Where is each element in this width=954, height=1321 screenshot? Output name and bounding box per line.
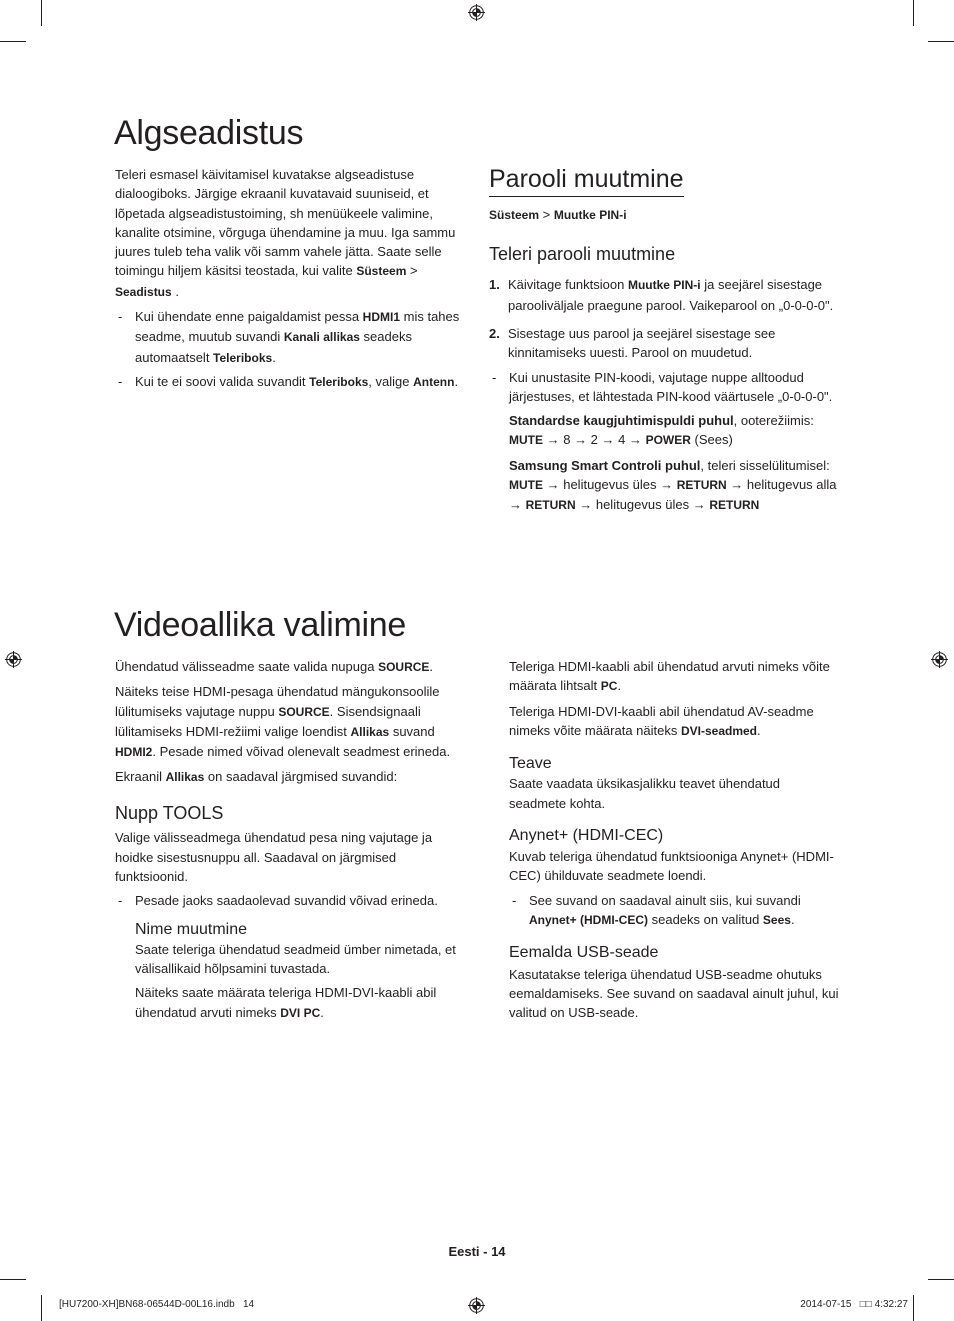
tools-paragraph: Valige välisseadmega ühendatud pesa ning vajutage ja hoidke sisestusnuppu all. Saadaval on järgmised funktsioonid.	[115, 830, 433, 884]
crop-mark	[928, 1279, 954, 1280]
nime-muutmine-heading: Nime muutmine	[135, 920, 248, 938]
parool-title: Parooli muutmine	[489, 166, 839, 197]
hdmi-example-paragraph: Näiteks teise HDMI-pesaga ühendatud mängukonsoolile lülitumiseks vajutage nuppu SOURCE. Sisendsignaali lülitamiseks HDMI-režiimi valige loendist Allikas suvand HDMI2. Pesade nimed võivad olenevalt seadmest erineda.	[115, 684, 451, 760]
note-teleriboks: - Kui te ei soovi valida suvandit Teleriboks, valige Antenn.	[115, 372, 460, 392]
smart-control-label: Samsung Smart Controli puhul, teleri sisselülitumisel: MUTE → helitugevus üles → RETURN → helitugevus alla → RETURN → helitugevus üles → RETURN	[509, 457, 837, 513]
step-2: 2. Sisestage uus parool ja seejärel sisestage see kinnitamiseks uuesti. Parool on muudetud.	[489, 325, 776, 361]
anynet-note: - See suvand on saadaval ainult siis, kui suvandi Anynet+ (HDMI-CEC) seadeks on valitud Sees.	[509, 891, 839, 931]
anynet-heading: Anynet+ (HDMI-CEC)	[509, 826, 664, 844]
nime-example-paragraph: Näiteks saate määrata teleriga HDMI-DVI-kaabli abil ühendatud arvuti nimeks DVI PC.	[135, 985, 437, 1020]
standard-remote-label: Standardse kaugjuhtimispuldi puhul, ooterežiimis: MUTE → 8 → 2 → 4 → POWER (Sees)	[509, 413, 814, 448]
pin-note: - Kui unustasite PIN-koodi, vajutage nuppe alltoodud järjestuses, et lähtestada PIN-kood väärtusele „0-0-0-0".	[489, 368, 839, 407]
source-paragraph: Ühendatud välisseadme saate valida nupuga SOURCE.	[115, 659, 434, 674]
usb-paragraph: Kasutatakse teleriga ühendatud USB-seadme ohutuks eemaldamiseks. See suvand on saadaval ainult juhul, kui valitud on USB-seade.	[509, 966, 839, 1021]
crop-mark	[928, 41, 954, 42]
print-file-info: [HU7200-XH]BN68-06544D-00L16.indb 14	[59, 1299, 255, 1310]
algseadistus-column	[115, 165, 460, 392]
videoallika-right-column	[509, 657, 839, 1022]
crop-mark	[41, 0, 42, 26]
section-title-algseadistus: Algseadistus	[114, 114, 304, 152]
nime-muutmine-paragraph: Saate teleriga ühendatud seadmeid ümber nimetada, et välisallikaid hõlpsamini tuvastada.	[135, 941, 456, 977]
intro-paragraph: Teleri esmasel käivitamisel kuvatakse algseadistuse dialoogiboks. Järgige ekraanil kuvatavaid suuniseid, et lõpetada algseadistustoiming, sh menüükeele valimine, kanalite otsimine, võrguga ühendamine ja muu. Iga sammu juures tuleb teha valik või samm vahele jätta. Saate selle toimingu hiljem käsitsi teostada, kui valite Süsteem > Seadistus .	[115, 167, 456, 299]
dvi-name-paragraph: Teleriga HDMI-DVI-kaabli abil ühendatud AV-seadme nimeks võite määrata näiteks DVI-seadmed.	[509, 703, 814, 738]
crop-mark	[0, 41, 26, 42]
section-title-videoallika: Videoallika valimine	[114, 606, 406, 644]
crop-mark	[0, 1279, 26, 1280]
page-number: Eesti - 14	[448, 1244, 506, 1259]
pc-name-paragraph: Teleriga HDMI-kaabli abil ühendatud arvuti nimeks võite määrata lihtsalt PC.	[509, 659, 830, 694]
anynet-paragraph: Kuvab teleriga ühendatud funktsiooniga Anynet+ (HDMI-CEC) ühilduvate seadmete loendi.	[509, 849, 834, 884]
parool-column	[489, 166, 839, 516]
print-timestamp: 2014-07-15 □□ 4:32:27	[800, 1299, 908, 1310]
note-hdmi1: - Kui ühendate enne paigaldamist pessa HDMI1 mis tahes seadme, muutub suvandi Kanali allikas seadeks automaatselt Teleriboks.	[115, 307, 460, 368]
registration-mark-icon	[5, 651, 22, 668]
videoallika-left-column	[115, 657, 460, 1023]
registration-mark-icon	[468, 1297, 485, 1314]
menu-path: Süsteem > Muutke PIN-i	[489, 206, 627, 222]
crop-mark	[913, 0, 914, 26]
allikas-options-paragraph: Ekraanil Allikas on saadaval järgmised suvandid:	[115, 769, 398, 785]
tools-note: - Pesade jaoks saadaolevad suvandid võivad erineda.	[115, 891, 460, 910]
teave-heading: Teave	[509, 755, 552, 773]
usb-heading: Eemalda USB-seade	[509, 944, 659, 962]
crop-mark	[913, 1295, 914, 1321]
tools-heading: Nupp TOOLS	[115, 802, 224, 823]
nime-muutmine-block	[115, 920, 460, 1023]
parool-subtitle: Teleri parooli muutmine	[489, 243, 676, 264]
step-1: 1. Käivitage funktsioon Muutke PIN-i ja seejärel sisestage parooliväljale praegune parool. Vaikeparool on „0-0-0-0".	[489, 277, 834, 313]
registration-mark-icon	[931, 651, 948, 668]
crop-mark	[41, 1295, 42, 1321]
registration-mark-icon	[468, 4, 485, 21]
teave-paragraph: Saate vaadata üksikasjalikku teavet ühendatud seadmete kohta.	[509, 776, 781, 811]
